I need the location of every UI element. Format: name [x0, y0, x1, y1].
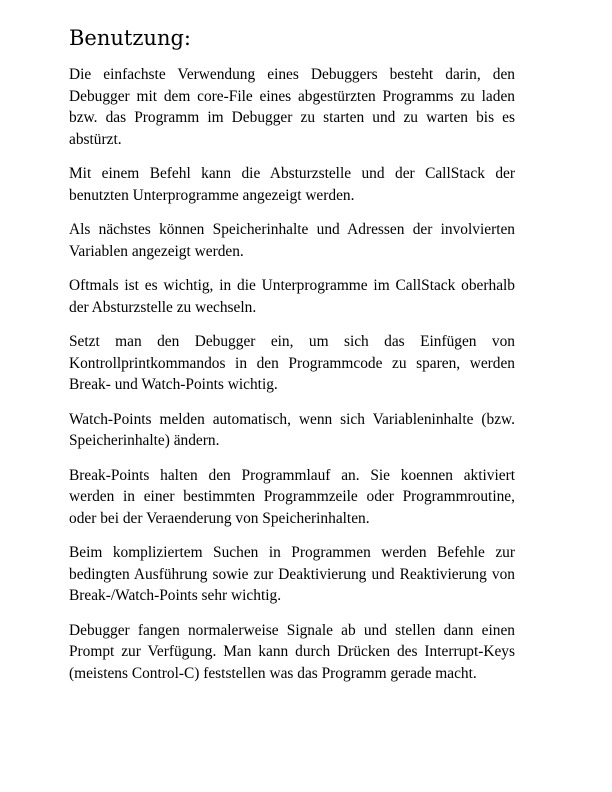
document-page: [69, 24, 515, 697]
paragraph-8: Beim kompliziertem Suchen in Programmen werden Befehle zur bedingten Ausführung sowie zur Deaktivierung und Reaktivierung von Break-/Watch-Points sehr wichtig.: [69, 544, 515, 604]
paragraph-2: Mit einem Befehl kann die Absturzstelle und der CallStack der benutzten Unterprogramme angezeigt werden.: [69, 165, 515, 204]
paragraph-3: Als nächstes können Speicherinhalte und Adressen der involvierten Variablen angezeigt werden.: [69, 221, 515, 260]
paragraph-4: Oftmals ist es wichtig, in die Unterprogramme im CallStack oberhalb der Absturzstelle zu wechseln.: [69, 277, 515, 316]
paragraph-6: Watch-Points melden automatisch, wenn sich Variableninhalte (bzw. Speicherinhalte) ändern.: [69, 410, 515, 449]
paragraph-7: Break-Points halten den Programmlauf an. Sie koennen aktiviert werden in einer bestimmten Programmzeile oder Programmroutine, oder bei der Veraenderung von Speicherinhalten.: [69, 466, 515, 527]
paragraph-9: Debugger fangen normalerweise Signale ab und stellen dann einen Prompt zur Verfügung. Man kann durch Drücken des Interrupt-Keys (meistens Control-C) feststellen was das Programm gerade macht.: [69, 621, 515, 682]
paragraph-5: Setzt man den Debugger ein, um sich das Einfügen von Kontrollprintkommandos in den Programmcode zu sparen, werden Break- und Watch-Points wichtig.: [69, 333, 515, 393]
page-title: Benutzung:: [69, 26, 191, 50]
paragraph-1: Die einfachste Verwendung eines Debuggers besteht darin, den Debugger mit dem core-File eines abgestürzten Programms zu laden bzw. das Programm im Debugger zu starten und zu warten bis es abstürzt.: [69, 66, 515, 148]
